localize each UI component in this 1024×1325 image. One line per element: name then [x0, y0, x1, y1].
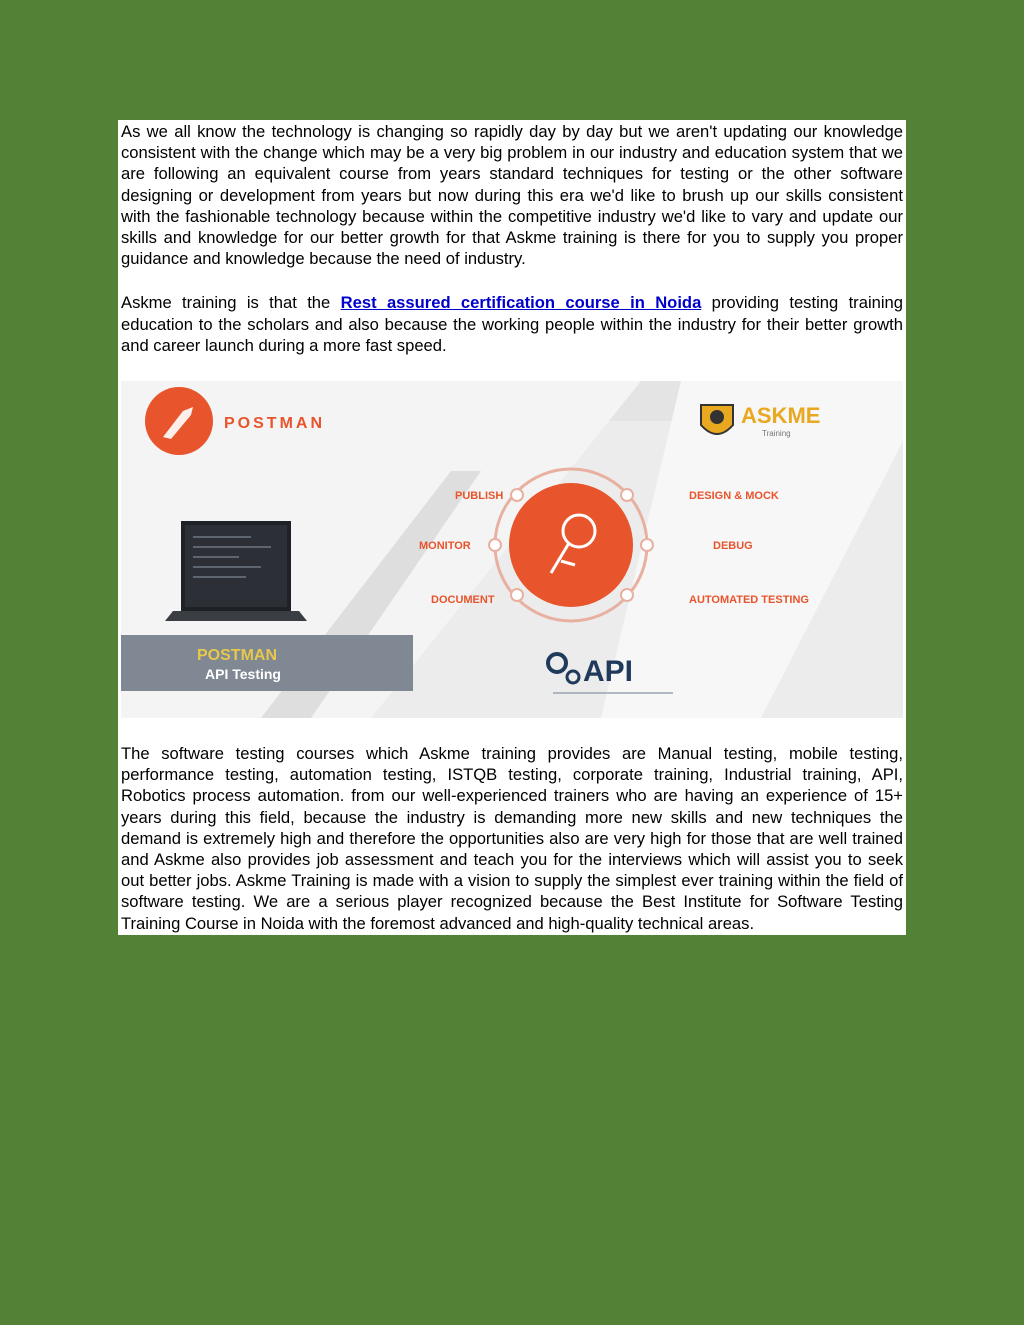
hub-label-publish: PUBLISH [455, 490, 504, 503]
hub-label-monitor: MONITOR [419, 540, 471, 553]
hub-label-design-mock: DESIGN & MOCK [689, 490, 779, 503]
paragraph-askme-before: Askme training is that the [121, 293, 341, 313]
api-logo-text: API [583, 655, 634, 689]
banner-title: POSTMAN [197, 647, 277, 665]
banner-subtitle: API Testing [205, 666, 281, 683]
askme-logo-text: ASKME [741, 403, 821, 429]
laptop-illustration [165, 521, 307, 621]
paragraph-gap [118, 269, 906, 292]
paragraph-courses: The software testing courses which Askme training provides are Manual testing, mobile testing, performance testing, automation testing, ISTQB testing, corporate training, Industrial training, API, Robotics process automation. from our well-experienced trainers who are having an experience of 15+ years during this field, because the industry is demanding more new skills and new techniques the demand is extremely high and therefore the opportunities also are very high for those that are well trained and Askme also provides job assessment and teach you for the interviews which will assist you to seek out better jobs. Askme Training is made with a vision to supply the simplest ever training within the field of software testing. We are a serious player recognized because the Best Institute for Software Testing Training Course in Noida with the foremost advanced and high-quality technical areas. [121, 744, 903, 933]
rest-assured-course-link[interactable]: Rest assured certification course in Noida [340, 293, 702, 313]
paragraph-intro: As we all know the technology is changing so rapidly day by day but we aren't updating our knowledge consistent with the change which may be a very big problem in our industry and education system that we are following an equivalent course from years standard techniques for testing or the other software designing or development from years but now during this era we'd like to brush up our skills consistent with the fashionable technology because within the competitive industry we'd like to vary and update our skills and knowledge for our better growth for that Askme training is there for you to supply you proper guidance and knowledge because the need of industry. [121, 122, 903, 269]
figure-container [118, 356, 906, 743]
paragraph-askme [118, 292, 906, 356]
postman-api-testing-banner [121, 635, 413, 691]
hub-label-debug: DEBUG [713, 540, 753, 553]
askme-logo-sub: Training [762, 429, 791, 439]
paragraph-askme-after: providing testing training education to the scholars and also because the working people within the industry for their better growth and career launch during a more fast speed. [121, 293, 903, 355]
document-body [118, 120, 906, 935]
hub-label-document: DOCUMENT [431, 594, 495, 607]
hub-label-automated-testing: AUTOMATED TESTING [689, 594, 809, 607]
postman-api-testing-image [121, 381, 903, 718]
postman-logo-text: POSTMAN [224, 415, 325, 433]
